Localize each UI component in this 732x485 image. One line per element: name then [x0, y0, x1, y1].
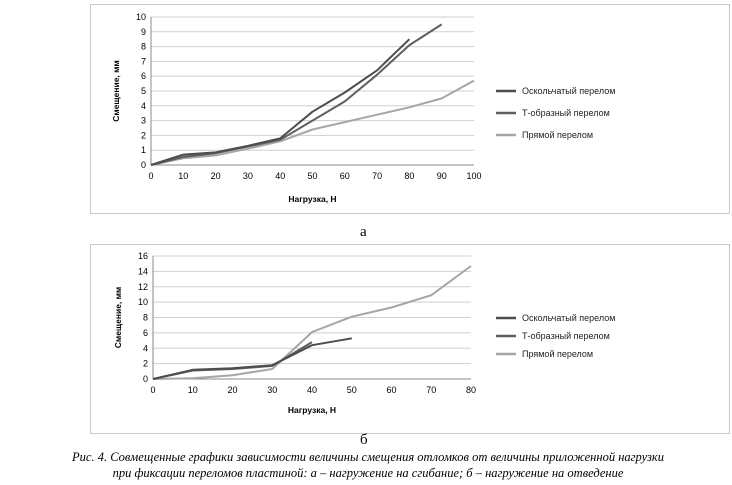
x-tick-label: 80: [465, 385, 477, 395]
x-axis-title: Нагрузка, Н: [288, 194, 337, 204]
series-line-3: [153, 266, 471, 379]
legend-label: Т-образный перелом: [522, 331, 610, 341]
x-tick-label: 60: [386, 385, 397, 395]
legend-label: Оскольчатый перелом: [522, 313, 616, 323]
y-tick-label: 8: [142, 312, 148, 323]
y-tick-label: 12: [137, 281, 148, 292]
x-tick-label: 0: [150, 385, 156, 395]
x-tick-label: 40: [306, 385, 318, 395]
figure-caption-line-1: Рис. 4. Совмещенные графики зависимости величины смещения отломков от величины приложенной нагрузки: [72, 450, 664, 464]
x-tick-label: 70: [372, 171, 383, 181]
y-tick-label: 5: [140, 86, 146, 96]
x-tick-label: 70: [426, 385, 437, 395]
chart-a-sublabel: а: [360, 224, 367, 240]
x-tick-label: 80: [404, 171, 415, 181]
chart-b: [90, 244, 730, 434]
x-tick-label: 20: [227, 385, 238, 395]
y-tick-label: 6: [140, 71, 146, 82]
y-tick-label: 2: [142, 358, 148, 369]
y-tick-label: 14: [137, 266, 148, 277]
x-tick-label: 90: [436, 171, 447, 181]
x-tick-label: 10: [178, 171, 189, 181]
y-tick-label: 4: [142, 343, 148, 354]
y-tick-label: 10: [135, 12, 146, 22]
chart-b-svg: [91, 245, 731, 435]
y-axis-title: Смещение, мм: [111, 60, 121, 122]
chart-b-sublabel: б: [360, 432, 368, 448]
y-tick-label: 9: [140, 26, 146, 37]
x-tick-label: 30: [242, 171, 253, 181]
x-tick-label: 60: [339, 171, 350, 181]
y-tick-label: 3: [140, 115, 146, 126]
legend-label: Т-образный перелом: [522, 108, 610, 118]
x-tick-label: 20: [210, 171, 221, 181]
figure-caption-line-2: при фиксации переломов пластиной: а – нагружение на сгибание; б – нагружение на отведение: [112, 466, 624, 480]
chart-a-svg: [91, 5, 731, 215]
y-tick-label: 1: [140, 145, 146, 156]
y-tick-label: 6: [142, 327, 148, 338]
y-tick-label: 4: [140, 100, 146, 111]
series-line-2: [151, 24, 442, 165]
x-tick-label: 50: [307, 171, 318, 181]
x-tick-label: 30: [267, 385, 278, 395]
x-tick-label: 10: [187, 385, 198, 395]
y-tick-label: 0: [140, 160, 146, 170]
y-tick-label: 10: [137, 297, 148, 308]
y-tick-label: 0: [142, 374, 148, 384]
x-tick-label: 100: [466, 171, 482, 181]
y-axis-title: Смещение, мм: [113, 286, 123, 349]
x-axis-title: Нагрузка, Н: [287, 405, 337, 415]
series-line-3: [151, 81, 474, 165]
chart-a: [90, 4, 730, 214]
y-tick-label: 8: [140, 41, 146, 52]
y-tick-label: 2: [140, 130, 146, 141]
x-tick-label: 0: [148, 171, 154, 181]
x-tick-label: 40: [275, 171, 286, 181]
legend-label: Прямой перелом: [522, 130, 594, 140]
legend-label: Оскольчатый перелом: [522, 86, 616, 96]
y-tick-label: 7: [140, 56, 146, 67]
legend-label: Прямой перелом: [522, 349, 594, 359]
series-line-1: [151, 39, 409, 165]
y-tick-label: 16: [137, 251, 148, 261]
x-tick-label: 50: [346, 385, 357, 395]
